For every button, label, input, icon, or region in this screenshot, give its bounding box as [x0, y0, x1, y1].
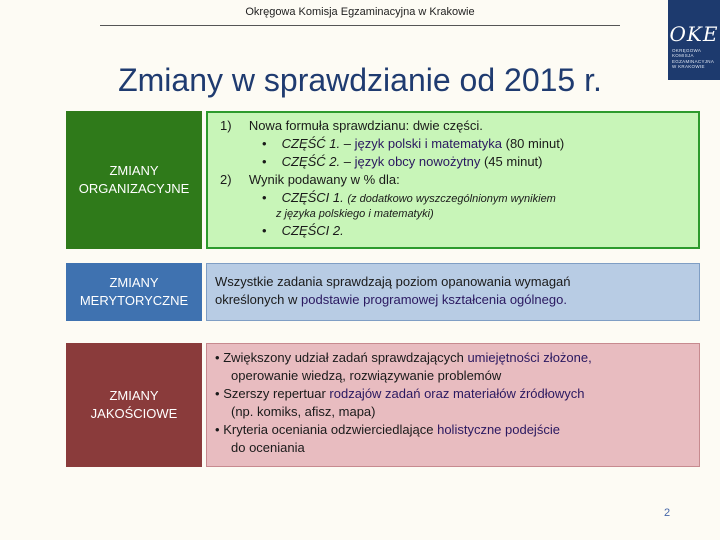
logo-line: W KRAKOWIE [672, 64, 705, 70]
subject: język polski i matematyka [354, 136, 502, 151]
org-sub-2 [216, 153, 690, 171]
org-sub-4 [216, 222, 690, 240]
page-number: 2 [664, 507, 671, 519]
part-label: CZĘŚCI 1. [281, 190, 344, 205]
org-sub-1 [216, 135, 690, 153]
duration: (80 minut) [505, 136, 565, 151]
jak-bullet-3-cont: do oceniania [231, 440, 305, 455]
bullet-icon: • [262, 154, 267, 169]
bullet-icon: • [215, 386, 220, 401]
org-item-2 [216, 171, 690, 189]
org-sub-3 [216, 189, 690, 207]
item-text: Nowa formuła sprawdzianu: dwie części. [248, 118, 483, 133]
item-number: 2) [220, 172, 232, 187]
logo-text [672, 48, 716, 70]
content-org [206, 111, 700, 249]
org-item-1 [216, 117, 690, 135]
oke-logo [668, 0, 720, 80]
bullet-icon: • [215, 422, 220, 437]
logo-mark: OKE [669, 22, 719, 46]
label-mer [66, 263, 202, 321]
text: Kryteria oceniania odzwierciedlające [223, 422, 434, 437]
jak-bullet-3 [215, 421, 691, 439]
label-mer-text: ZMIANY MERYTORYCZNE [79, 275, 189, 308]
text: określonych w [215, 292, 298, 307]
label-org-text: ZMIANY ORGANIZACYJNE [78, 163, 190, 196]
item-text: Wynik podawany w % dla: [248, 172, 400, 187]
label-jak-text: ZMIANY JAKOŚCIOWE [90, 388, 178, 421]
jak-bullet-1 [215, 349, 691, 367]
bullet-icon: • [262, 136, 267, 151]
part-label: CZĘŚĆ 2. – [281, 154, 351, 169]
bullet-icon: • [262, 223, 267, 238]
jak-bullet-1-cont: operowanie wiedzą, rozwiązywanie problemów [231, 368, 502, 383]
header-text: Okręgowa Komisja Egzaminacyjna w Krakowie [245, 6, 475, 18]
highlight: umiejętności złożone, [467, 350, 592, 365]
content-mer [206, 263, 700, 321]
item-number: 1) [220, 118, 232, 133]
org-sub-3-note: z języka polskiego i matematyki) [276, 208, 434, 220]
content-jak [206, 343, 700, 467]
logo-line: EGZAMINACYJNA [672, 58, 715, 64]
bullet-icon: • [215, 350, 220, 365]
label-jak [66, 343, 202, 467]
part-label: CZĘŚĆ 1. – [281, 136, 351, 151]
jak-bullet-2 [215, 385, 691, 403]
text: Zwiększony udział zadań sprawdzających [223, 350, 464, 365]
label-org [66, 111, 202, 249]
logo-line: KOMISJA [672, 53, 694, 59]
highlight: podstawie programowej kształcenia ogólnego. [301, 292, 567, 307]
note: (z dodatkowo wyszczególnionym wynikiem [347, 193, 556, 205]
subject: język obcy nowożytny [354, 154, 481, 169]
part-label: CZĘŚCI 2. [281, 223, 344, 238]
duration: (45 minut) [483, 154, 543, 169]
jak-bullet-2-cont: (np. komiks, afisz, mapa) [231, 404, 376, 419]
mer-line-2 [215, 291, 691, 309]
logo-line: OKRĘGOWA [672, 48, 702, 53]
mer-line-1: Wszystkie zadania sprawdzają poziom opanowania wymagań [215, 274, 571, 289]
bullet-icon: • [262, 190, 267, 205]
header-divider [100, 25, 620, 26]
slide-title: Zmiany w sprawdzianie od 2015 r. [118, 62, 602, 98]
highlight: rodzajów zadań oraz materiałów źródłowych [329, 386, 585, 401]
highlight: holistyczne podejście [437, 422, 560, 437]
text: Szerszy repertuar [223, 386, 326, 401]
